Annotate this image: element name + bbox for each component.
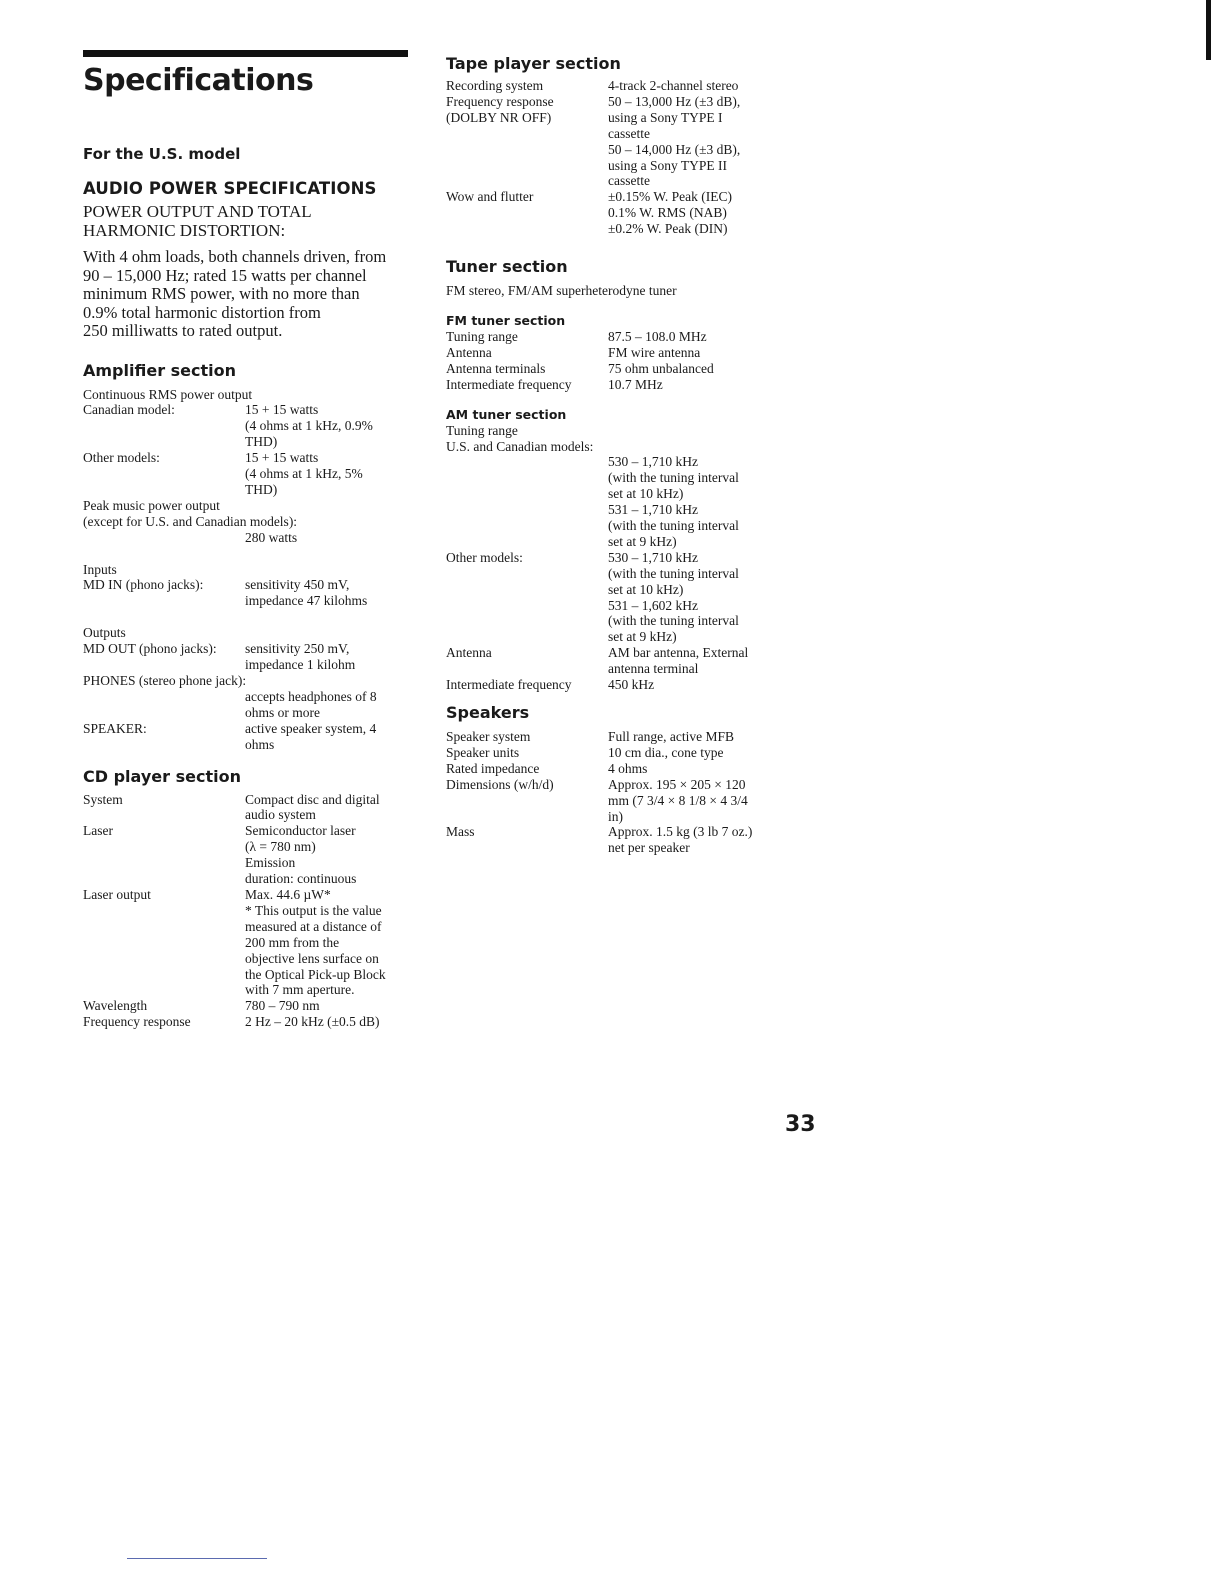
left-column [83,50,413,1030]
spec-value: 10.7 MHz [608,376,663,392]
right-column [446,54,776,856]
edge-marker [1206,0,1211,60]
spec-value: FM wire antenna [608,344,701,360]
footer-rule [127,1558,267,1559]
spec-label: Canadian model: [83,402,175,418]
spec-label: Speaker units [446,744,520,760]
spec-value: 87.5 – 108.0 MHz [608,328,707,344]
spec-label: Speaker system [446,729,531,744]
page-number: 33 [785,1112,816,1137]
spec-row [446,729,776,745]
spec-row [446,94,776,189]
spec-row [446,745,776,761]
spec-value: 530 – 1,710 kHz (with the tuning interval set at 10 kHz) 531 – 1,710 kHz (with the tuning interval set at 9 kHz) [608,454,739,549]
spec-row-mdout [83,641,413,673]
spec-row [446,677,776,693]
spec-value: active speaker system, 4 ohms [245,720,377,752]
spec-row [446,345,776,361]
spec-value: sensitivity 250 mV, impedance 1 kilohm [245,641,356,673]
speakers-spec-table [446,729,776,856]
spec-value: 4-track 2-channel stereo [608,78,739,93]
spec-value: 10 cm dia., cone type [608,744,724,760]
tuner-heading: Tuner section [446,257,568,277]
spec-row [446,189,776,237]
audio-power-heading: AUDIO POWER SPECIFICATIONS [83,179,377,198]
spec-value: sensitivity 450 mV, impedance 47 kilohms [245,577,368,609]
am-spec-table [446,423,776,693]
spec-value: AM bar antenna, External antenna terminal [608,645,749,677]
spec-label: System [83,791,123,807]
spec-row-peak [83,530,413,546]
speakers-heading: Speakers [446,703,530,722]
spec-label: Other models: [83,450,160,466]
cd-spec-table [83,792,413,1031]
am-us-models-label: U.S. and Canadian models: [446,438,594,454]
model-heading: For the U.S. model [83,145,241,163]
spec-row [446,454,776,549]
spec-label: SPEAKER: [83,720,147,736]
spec-value: 2 Hz – 20 kHz (±0.5 dB) [245,1014,380,1030]
peak-power-label: Peak music power output [83,497,220,513]
spec-label: Antenna [446,344,492,360]
spec-value: 15 + 15 watts (4 ohms at 1 kHz, 0.9% THD) [245,402,373,450]
spec-label: Tuning range [446,328,518,344]
tape-spec-table [446,78,776,237]
spec-label: Intermediate frequency [446,677,572,693]
spec-row [446,329,776,345]
fm-tuner-heading: FM tuner section [446,312,566,328]
spec-row [446,777,776,825]
amplifier-spec-table [83,387,413,753]
spec-value: accepts headphones of 8 ohms or more [245,688,377,720]
spec-label: Antenna [446,645,492,661]
outputs-label: Outputs [83,625,126,641]
phones-label: PHONES (stereo phone jack): [83,673,247,688]
cd-heading: CD player section [83,766,241,786]
spec-value: 15 + 15 watts (4 ohms at 1 kHz, 5% THD) [245,450,363,497]
spec-value: Full range, active MFB [608,729,734,744]
continuous-power-label: Continuous RMS power output [83,386,253,402]
spec-label: Intermediate frequency [446,376,572,392]
spec-row-canadian [83,402,413,450]
title-rule [83,50,408,57]
am-tuning-range-label: Tuning range [446,422,518,438]
spec-row-phones [83,689,413,721]
tuner-description: FM stereo, FM/AM superheterodyne tuner [446,283,677,299]
audio-power-body: With 4 ohm loads, both channels driven, from 90 – 15,000 Hz; rated 15 watts per channel minimum RMS power, with no more than 0.9% total harmonic distortion from 250 milliwatts to rated output. [83,247,387,340]
spec-row [446,824,776,856]
spec-row [446,78,776,94]
spec-value: ±0.15% W. Peak (IEC) 0.1% W. RMS (NAB) ±0.2% W. Peak (DIN) [608,189,733,237]
spec-value: 780 – 790 nm [245,998,320,1014]
spec-value: Approx. 1.5 kg (3 lb 7 oz.) net per speaker [608,824,753,856]
spec-value: 280 watts [245,529,298,545]
spec-label: Laser output [83,886,151,902]
am-tuner-heading: AM tuner section [446,406,567,422]
spec-row [83,998,413,1014]
spec-label: Antenna terminals [446,360,546,376]
spec-row [446,361,776,377]
spec-row [446,761,776,777]
spec-value: Compact disc and digital audio system [245,791,380,823]
spec-row [83,792,413,824]
spec-value: 530 – 1,710 kHz (with the tuning interval set at 10 kHz) 531 – 1,602 kHz (with the tuning interval set at 9 kHz) [608,549,739,645]
spec-label: Frequency response [83,1014,191,1030]
spec-row-speaker [83,721,413,753]
spec-label: Recording system [446,78,544,93]
spec-row [446,550,776,645]
spec-value: 50 – 13,000 Hz (±3 dB), using a Sony TYPE I cassette 50 – 14,000 Hz (±3 dB), using a Sony TYPE II cassette [608,93,741,189]
spec-value: Max. 44.6 µW* * This output is the value measured at a distance of 200 mm from the objective lens surface on the Optical Pick-up Block with 7 mm aperture. [245,886,386,998]
spec-label: Rated impedance [446,760,540,776]
fm-spec-table [446,329,776,393]
spec-row [446,645,776,677]
spec-label: Mass [446,824,475,840]
amplifier-heading: Amplifier section [83,360,237,380]
spec-value: Semiconductor laser (λ = 780 nm) Emission duration: continuous [245,823,357,887]
spec-label: Other models: [446,549,523,565]
spec-row-other [83,450,413,498]
spec-value: Approx. 195 × 205 × 120 mm (7 3/4 × 8 1/8 × 4 3/4 in) [608,776,748,824]
spec-row-mdin [83,577,413,609]
spec-row [446,377,776,393]
audio-power-subheading: POWER OUTPUT AND TOTAL HARMONIC DISTORTION: [83,202,312,240]
spec-row [83,1014,413,1030]
spec-label: Wow and flutter [446,189,534,205]
spec-label: Laser [83,823,113,839]
spec-row [83,823,413,887]
spec-label: Wavelength [83,998,148,1014]
page-title: Specifications [83,63,314,98]
peak-power-note: (except for U.S. and Canadian models): [83,513,298,529]
spec-label: MD IN (phono jacks): [83,577,204,593]
spec-value: 4 ohms [608,760,648,776]
inputs-label: Inputs [83,561,117,577]
spec-value: 450 kHz [608,677,655,693]
spec-value: 75 ohm unbalanced [608,360,714,376]
tape-heading: Tape player section [446,54,621,73]
spec-label: Frequency response (DOLBY NR OFF) [446,93,554,125]
spec-label: Dimensions (w/h/d) [446,776,554,792]
spec-label: MD OUT (phono jacks): [83,641,217,657]
spec-row [83,887,413,998]
